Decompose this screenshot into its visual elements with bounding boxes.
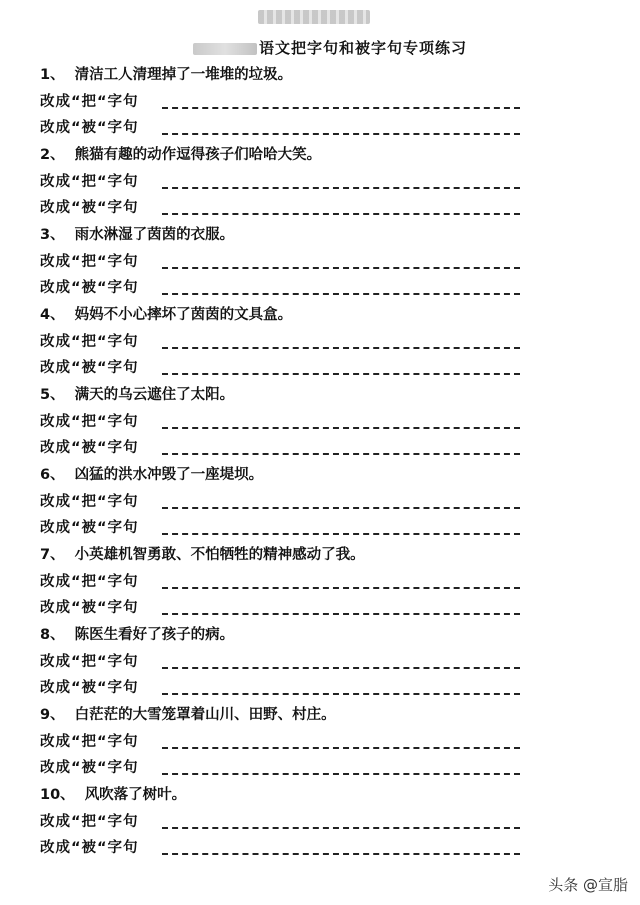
answer-blank-line[interactable]: [162, 292, 520, 295]
answer-row-ba: [40, 169, 540, 196]
answer-label-bei: 改成“被“字句: [40, 760, 139, 777]
answer-blank-line[interactable]: [162, 452, 520, 455]
question-number: 6、: [40, 467, 65, 483]
answer-blank-line[interactable]: [162, 186, 520, 189]
answer-label-bei: 改成“被“字句: [40, 200, 139, 217]
question-stem: [40, 462, 540, 489]
answer-row-ba: [40, 249, 540, 276]
question-text: 凶猛的洪水冲毁了一座堤坝。: [74, 467, 264, 483]
question-number: 1、: [40, 67, 65, 83]
question-number: 3、: [40, 227, 65, 243]
question-text: 妈妈不小心摔坏了茵茵的文具盒。: [74, 307, 293, 323]
answer-label-bei: 改成“被“字句: [40, 120, 139, 137]
question-item: [40, 142, 540, 222]
answer-blank-line[interactable]: [162, 106, 520, 109]
answer-row-ba: [40, 329, 540, 356]
answer-blank-line[interactable]: [162, 372, 520, 375]
answer-row-bei: [40, 835, 540, 862]
question-number: 9、: [40, 707, 65, 723]
answer-blank-line[interactable]: [162, 212, 520, 215]
question-text: 满天的乌云遮住了太阳。: [74, 387, 235, 403]
question-item: [40, 222, 540, 302]
question-stem: [40, 382, 540, 409]
answer-label-ba: 改成“把“字句: [40, 493, 139, 510]
question-text: 陈医生看好了孩子的病。: [74, 627, 235, 643]
question-item: [40, 302, 540, 382]
answer-row-bei: [40, 195, 540, 222]
question-item: [40, 782, 540, 862]
answer-row-ba: [40, 489, 540, 516]
answer-blank-line[interactable]: [162, 346, 520, 349]
question-item: [40, 542, 540, 622]
header-smudge: [258, 10, 370, 24]
question-stem: [40, 782, 540, 809]
answer-label-bei: 改成“被“字句: [40, 280, 139, 297]
answer-row-bei: [40, 435, 540, 462]
answer-row-bei: [40, 675, 540, 702]
answer-label-ba: 改成“把“字句: [40, 93, 139, 110]
answer-label-ba: 改成“把“字句: [40, 813, 139, 830]
answer-row-bei: [40, 115, 540, 142]
answer-blank-line[interactable]: [162, 266, 520, 269]
answer-row-bei: [40, 755, 540, 782]
question-text: 白茫茫的大雪笼罩着山川、田野、村庄。: [74, 707, 336, 723]
answer-label-ba: 改成“把“字句: [40, 333, 139, 350]
answer-label-bei: 改成“被“字句: [40, 680, 139, 697]
answer-blank-line[interactable]: [162, 852, 520, 855]
answer-blank-line[interactable]: [162, 132, 520, 135]
answer-blank-line[interactable]: [162, 612, 520, 615]
answer-row-bei: [40, 515, 540, 542]
answer-blank-line[interactable]: [162, 746, 520, 749]
answer-blank-line[interactable]: [162, 692, 520, 695]
answer-row-ba: [40, 409, 540, 436]
question-stem: [40, 222, 540, 249]
question-item: [40, 382, 540, 462]
question-text: 风吹落了树叶。: [84, 787, 187, 803]
answer-label-ba: 改成“把“字句: [40, 573, 139, 590]
answer-row-bei: [40, 275, 540, 302]
question-number: 10、: [40, 787, 75, 803]
answer-blank-line[interactable]: [162, 826, 520, 829]
answer-row-bei: [40, 595, 540, 622]
answer-label-ba: 改成“把“字句: [40, 653, 139, 670]
answer-blank-line[interactable]: [162, 506, 520, 509]
answer-label-ba: 改成“把“字句: [40, 733, 139, 750]
question-stem: [40, 62, 540, 89]
question-stem: [40, 702, 540, 729]
blurred-title-prefix: [193, 43, 257, 55]
answer-label-ba: 改成“把“字句: [40, 413, 139, 430]
question-number: 8、: [40, 627, 65, 643]
question-item: [40, 62, 540, 142]
question-item: [40, 462, 540, 542]
answer-label-bei: 改成“被“字句: [40, 360, 139, 377]
answer-row-ba: [40, 89, 540, 116]
answer-label-ba: 改成“把“字句: [40, 173, 139, 190]
question-item: [40, 622, 540, 702]
answer-label-bei: 改成“被“字句: [40, 520, 139, 537]
watermark: 头条 @宣脂: [548, 876, 628, 894]
answer-row-ba: [40, 729, 540, 756]
answer-row-ba: [40, 649, 540, 676]
question-list: [40, 62, 540, 862]
answer-blank-line[interactable]: [162, 532, 520, 535]
answer-row-ba: [40, 569, 540, 596]
answer-label-ba: 改成“把“字句: [40, 253, 139, 270]
question-text: 雨水淋湿了茵茵的衣服。: [74, 227, 235, 243]
answer-label-bei: 改成“被“字句: [40, 440, 139, 457]
question-item: [40, 702, 540, 782]
question-stem: [40, 302, 540, 329]
answer-label-bei: 改成“被“字句: [40, 840, 139, 857]
question-stem: [40, 542, 540, 569]
question-text: 小英雄机智勇敢、不怕牺牲的精神感动了我。: [74, 547, 365, 563]
question-number: 7、: [40, 547, 65, 563]
title-text: 语文把字句和被字句专项练习: [258, 39, 467, 57]
answer-row-ba: [40, 809, 540, 836]
answer-blank-line[interactable]: [162, 666, 520, 669]
question-number: 2、: [40, 147, 65, 163]
question-stem: [40, 142, 540, 169]
question-stem: [40, 622, 540, 649]
question-text: 清洁工人清理掉了一堆堆的垃圾。: [74, 67, 293, 83]
question-text: 熊猫有趣的动作逗得孩子们哈哈大笑。: [74, 147, 322, 163]
answer-row-bei: [40, 355, 540, 382]
answer-blank-line[interactable]: [162, 586, 520, 589]
answer-label-bei: 改成“被“字句: [40, 600, 139, 617]
question-number: 5、: [40, 387, 65, 403]
page-title: [150, 37, 510, 58]
question-number: 4、: [40, 307, 65, 323]
answer-blank-line[interactable]: [162, 772, 520, 775]
answer-blank-line[interactable]: [162, 426, 520, 429]
